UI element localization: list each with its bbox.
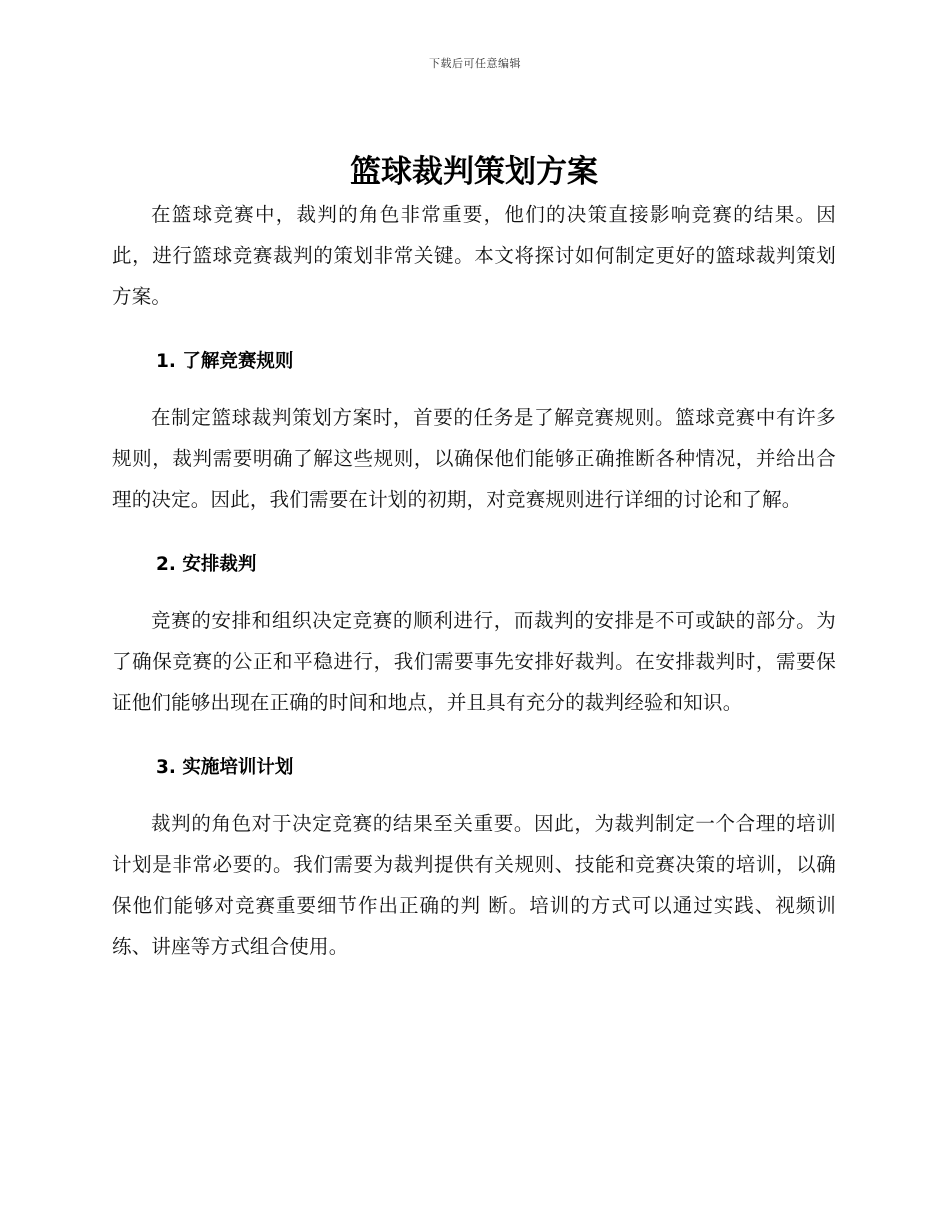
section-heading-2: 2. 安排裁判 (156, 554, 257, 575)
section-body-1: 在制定篮球裁判策划方案时，首要的任务是了解竞赛规则。篮球竞赛中有许多规则，裁判需要明确了解这些规则，以确保他们能够正确推断各种情况，并给出合理的决定。因此，我们需要在计划的初期，对竞赛规则进行详细的讨论和了解。 (112, 406, 836, 511)
header-note: 下载后可任意编辑 (429, 57, 521, 70)
section-body-3: 裁判的角色对于决定竞赛的结果至关重要。因此，为裁判制定一个合理的培训计划是非常必要的。我们需要为裁判提供有关规则、技能和竞赛决策的培训，以确保他们能够对竞赛重要细节作出正确的判 断。培训的方式可以通过实践、视频训练、讲座等方式组合使用。 (112, 812, 836, 958)
section-heading-1: 1. 了解竞赛规则 (156, 351, 294, 372)
section-heading-3: 3. 实施培训计划 (156, 757, 294, 778)
section-body-2: 竞赛的安排和组织决定竞赛的顺利进行，而裁判的安排是不可或缺的部分。为了确保竞赛的公正和平稳进行，我们需要事先安排好裁判。在安排裁判时，需要保证他们能够出现在正确的时间和地点，并且具有充分的裁判经验和知识。 (112, 609, 836, 714)
document-body (112, 152, 836, 967)
document-title: 篮球裁判策划方案 (350, 154, 598, 190)
intro-paragraph: 在篮球竞赛中，裁判的角色非常重要，他们的决策直接影响竞赛的结果。因此，进行篮球竞赛裁判的策划非常关键。本文将探讨如何制定更好的篮球裁判策划方案。 (112, 203, 836, 308)
